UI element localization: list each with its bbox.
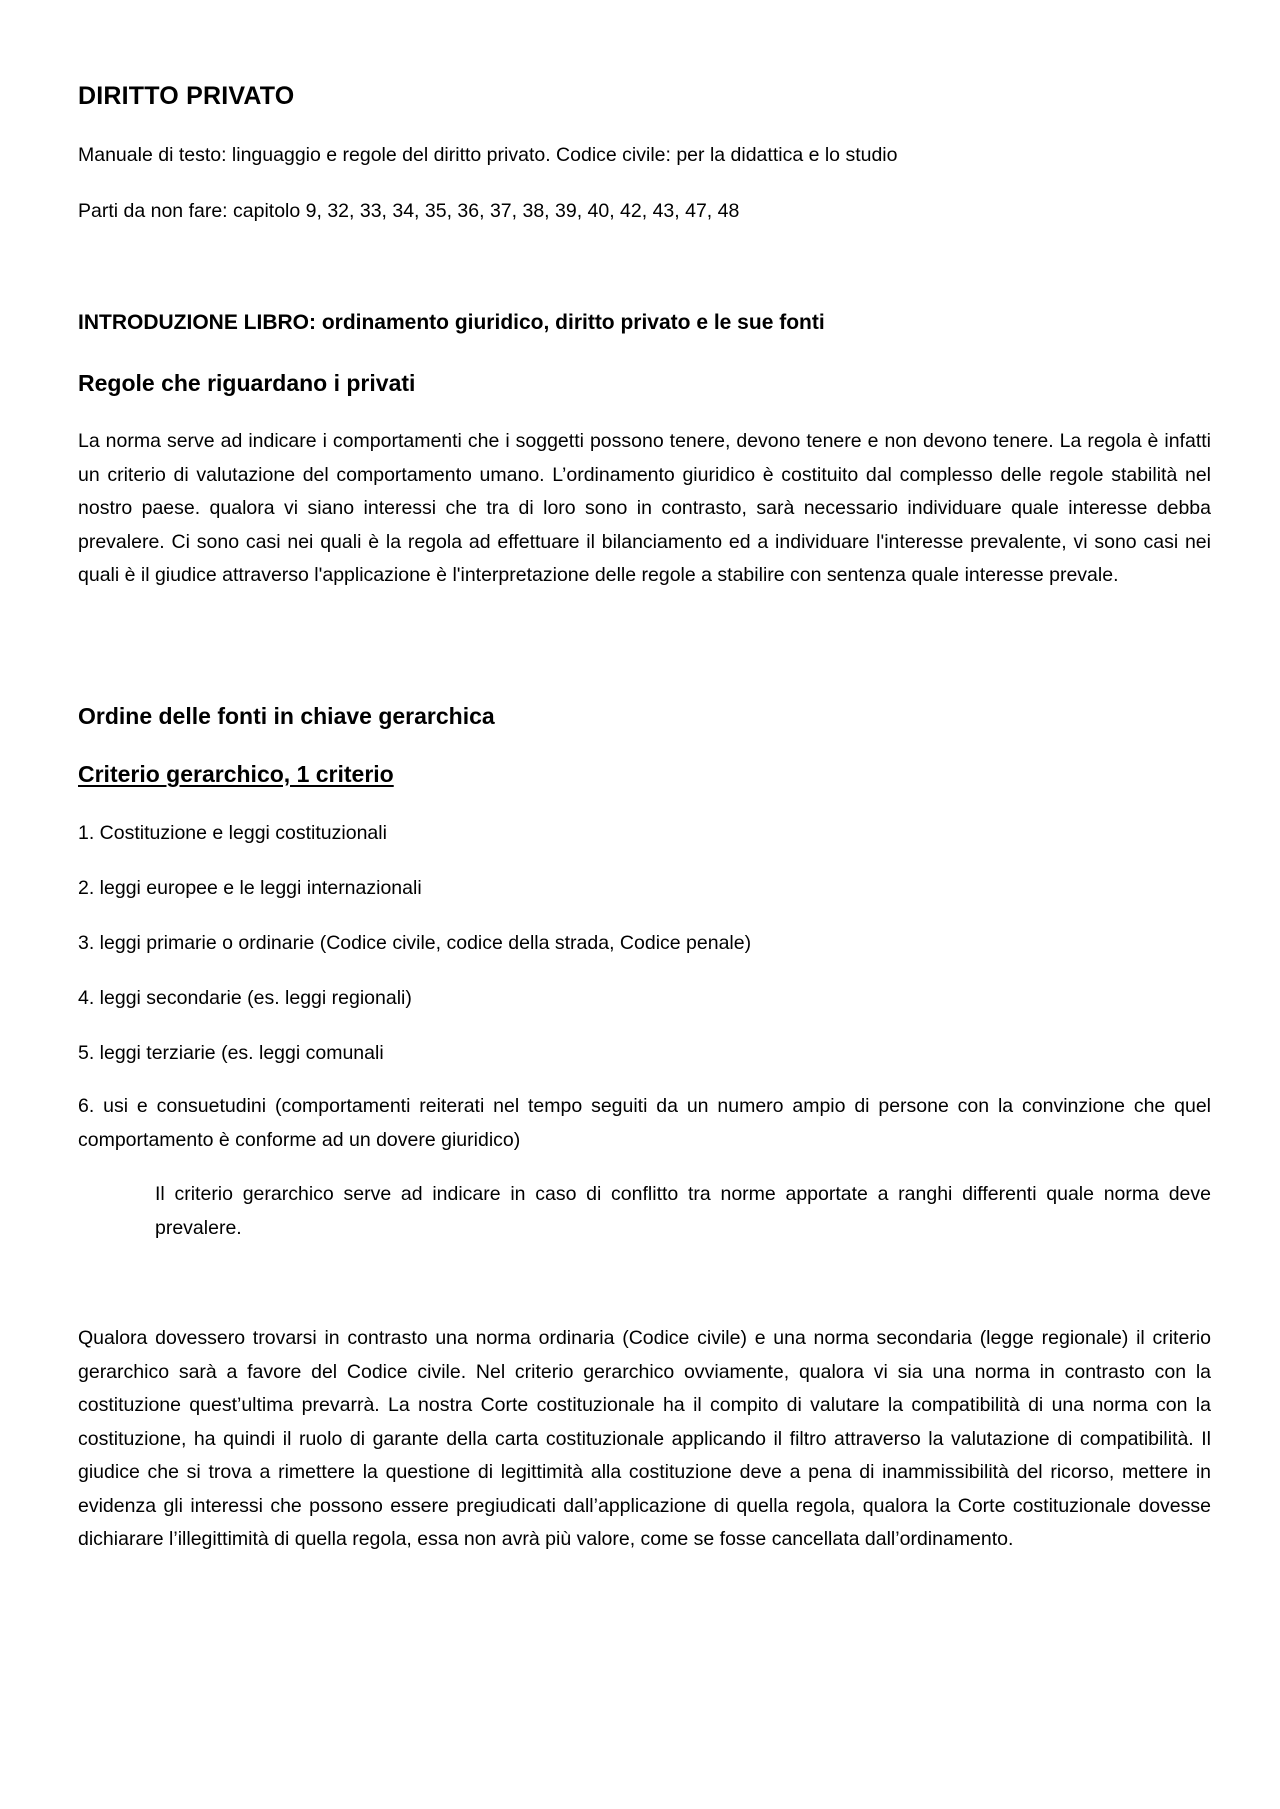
indented-note: Il criterio gerarchico serve ad indicare in caso di conflitto tra norme apportate a ranghi differenti quale norma deve prevalere. bbox=[155, 1183, 1211, 1239]
textbook-line: Manuale di testo: linguaggio e regole del diritto privato. Codice civile: per la didattica e lo studio bbox=[78, 144, 898, 166]
subheading-source-order: Ordine delle fonti in chiave gerarchica bbox=[78, 703, 495, 729]
paragraph-norms: La norma serve ad indicare i comportamenti che i soggetti possono tenere, devono tenere e non devono tenere. La regola è infatti un criterio di valutazione del comportamento umano. L’ordinamento giuridico è costituito dal complesso delle regole stabilità nel nostro paese. qualora vi siano interessi che tra di loro sono in contrasto, sarà necessario individuare quale interesse debba prevalere. Ci sono casi nei quali è la regola ad effettuare il bilanciamento ed a individuare l'interesse prevalente, vi sono casi nei quali è il giudice attraverso l'applicazione è l'interpretazione delle regole a stabilire con sentenza quale interesse prevale. bbox=[78, 430, 1211, 586]
paragraph-hierarchy: Qualora dovessero trovarsi in contrasto una norma ordinaria (Codice civile) e una norma secondaria (legge regionale) il criterio gerarchico sarà a favore del Codice civile. Nel criterio gerarchico ovviamente, qualora vi sia una norma in contrasto con la costituzione quest’ultima prevarrà. La nostra Corte costituzionale ha il compito di valutare la compatibilità di una norma con la costituzione, ha quindi il ruolo di garante della carta costituzionale applicando il filtro attraverso la valutazione di compatibilità. Il giudice che si trova a rimettere la questione di legittimità alla costituzione deve a pena di inammissibilità del ricorso, mettere in evidenza gli interessi che possono essere pregiudicati dall’applicazione di quella regola, qualora la Corte costituzionale dovesse dichiarare l’illegittimità di quella regola, essa non avrà più valore, come se fosse cancellata dall’ordinamento. bbox=[78, 1327, 1211, 1550]
hierarchy-item-2: 2. leggi europee e le leggi internazionali bbox=[78, 877, 422, 899]
section-title: INTRODUZIONE LIBRO: ordinamento giuridico, diritto privato e le sue fonti bbox=[78, 311, 825, 334]
hierarchy-item-6: 6. usi e consuetudini (comportamenti reiterati nel tempo seguiti da un numero ampio di persone con la convinzione che quel comportamento è conforme ad un dovere giuridico) bbox=[78, 1095, 1211, 1151]
hierarchy-item-1: 1. Costituzione e leggi costituzionali bbox=[78, 822, 387, 844]
subheading-private-rules: Regole che riguardano i privati bbox=[78, 370, 416, 396]
document-page bbox=[78, 0, 1211, 1809]
criterion-heading: Criterio gerarchico, 1 criterio bbox=[78, 761, 394, 787]
hierarchy-item-4: 4. leggi secondarie (es. leggi regionali) bbox=[78, 987, 412, 1009]
hierarchy-item-5: 5. leggi terziarie (es. leggi comunali bbox=[78, 1042, 384, 1064]
skip-chapters-line: Parti da non fare: capitolo 9, 32, 33, 34, 35, 36, 37, 38, 39, 40, 42, 43, 47, 48 bbox=[78, 200, 740, 222]
document-title: DIRITTO PRIVATO bbox=[78, 82, 295, 110]
hierarchy-item-3: 3. leggi primarie o ordinarie (Codice civile, codice della strada, Codice penale) bbox=[78, 932, 752, 954]
